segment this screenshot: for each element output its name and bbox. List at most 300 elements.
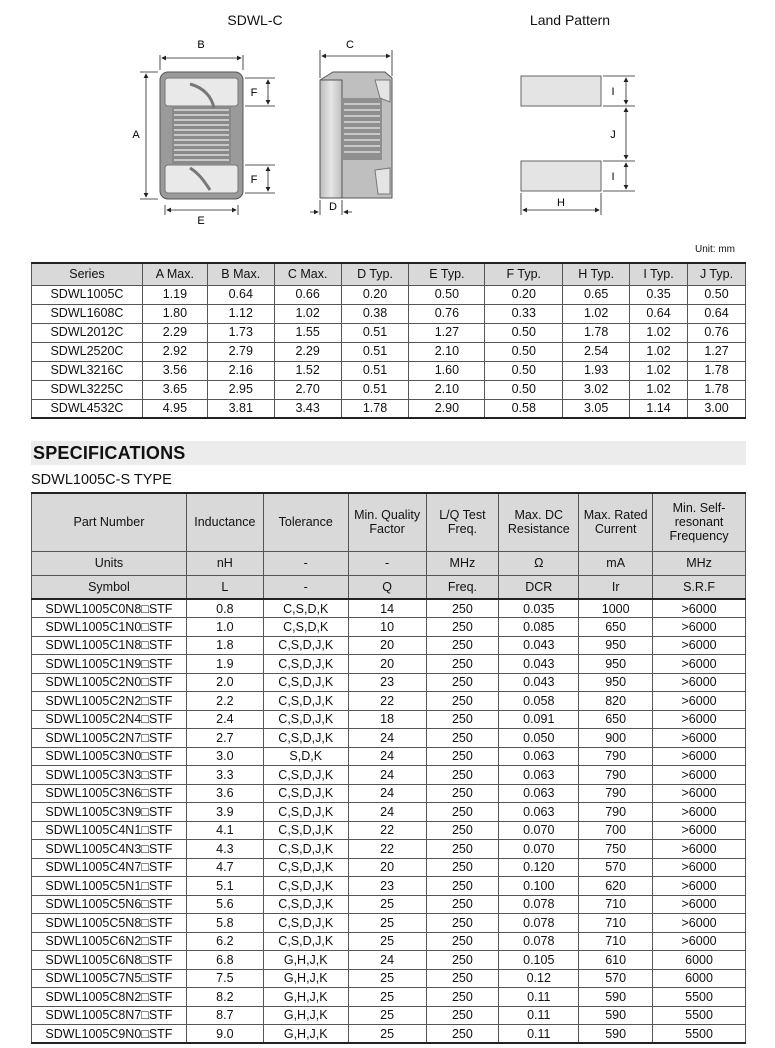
dim-cell-9: 0.76 <box>688 323 746 342</box>
spec-cell-3: 22 <box>348 840 426 859</box>
label-b: B <box>197 39 205 51</box>
dim-cell-0: SDWL1005C <box>32 285 143 304</box>
spec-cell-1: 5.1 <box>186 877 263 896</box>
spec-cell-3: 20 <box>348 636 426 655</box>
dim-cell-0: SDWL4532C <box>32 399 143 418</box>
dim-cell-9: 3.00 <box>688 399 746 418</box>
spec-header-cell-0: Part Number <box>32 493 187 551</box>
spec-unit-cell-4: MHz <box>426 551 499 575</box>
specifications-header-bar <box>31 441 746 465</box>
spec-cell-3: 25 <box>348 988 426 1007</box>
drawings-section <box>0 0 775 240</box>
dim-cell-8: 0.64 <box>630 304 688 323</box>
spec-cell-1: 2.7 <box>186 729 263 748</box>
land-pattern-pads <box>521 76 601 191</box>
spec-cell-3: 25 <box>348 1006 426 1025</box>
spec-cell-0: SDWL1005C9N0□STF <box>32 1025 187 1044</box>
spec-cell-7: >6000 <box>653 729 746 748</box>
table-row <box>32 692 746 711</box>
spec-cell-0: SDWL1005C3N6□STF <box>32 784 187 803</box>
spec-cell-5: 0.043 <box>499 636 579 655</box>
spec-cell-7: 5500 <box>653 988 746 1007</box>
spec-cell-7: >6000 <box>653 618 746 637</box>
spec-unit-cell-7: MHz <box>653 551 746 575</box>
dim-cell-7: 3.05 <box>563 399 630 418</box>
spec-cell-1: 3.6 <box>186 784 263 803</box>
dim-cell-9: 1.78 <box>688 380 746 399</box>
dim-cell-6: 0.50 <box>485 361 563 380</box>
spec-cell-0: SDWL1005C2N0□STF <box>32 673 187 692</box>
spec-cell-4: 250 <box>426 599 499 618</box>
dim-cell-6: 0.50 <box>485 323 563 342</box>
spec-cell-4: 250 <box>426 877 499 896</box>
spec-cell-2: C,S,D,J,K <box>263 655 348 674</box>
spec-cell-6: 790 <box>579 784 653 803</box>
spec-cell-4: 250 <box>426 951 499 970</box>
dim-cell-5: 1.27 <box>409 323 485 342</box>
table-row <box>32 323 746 342</box>
spec-cell-5: 0.043 <box>499 655 579 674</box>
specifications-title: SPECIFICATIONS <box>33 443 186 463</box>
spec-cell-2: C,S,D,J,K <box>263 636 348 655</box>
spec-cell-1: 4.7 <box>186 858 263 877</box>
spec-cell-0: SDWL1005C1N0□STF <box>32 618 187 637</box>
table-row <box>32 803 746 822</box>
spec-cell-7: >6000 <box>653 877 746 896</box>
spec-cell-1: 4.1 <box>186 821 263 840</box>
spec-cell-7: 5500 <box>653 1006 746 1025</box>
dim-cell-8: 1.02 <box>630 361 688 380</box>
spec-cell-3: 23 <box>348 673 426 692</box>
spec-cell-2: C,S,D,J,K <box>263 914 348 933</box>
spec-cell-1: 3.0 <box>186 747 263 766</box>
spec-cell-7: >6000 <box>653 692 746 711</box>
dim-cell-8: 1.02 <box>630 342 688 361</box>
spec-cell-2: C,S,D,J,K <box>263 673 348 692</box>
spec-symbol-row <box>32 575 746 599</box>
dim-cell-7: 0.65 <box>563 285 630 304</box>
dim-header-cell-2: B Max. <box>207 263 274 285</box>
spec-cell-1: 3.3 <box>186 766 263 785</box>
dim-cell-0: SDWL3216C <box>32 361 143 380</box>
spec-cell-7: >6000 <box>653 766 746 785</box>
spec-header-cell-5: Max. DC Resistance <box>499 493 579 551</box>
dim-cell-6: 0.33 <box>485 304 563 323</box>
dim-cell-0: SDWL2520C <box>32 342 143 361</box>
unit-note: Unit: mm <box>695 244 735 255</box>
spec-cell-0: SDWL1005C6N8□STF <box>32 951 187 970</box>
dim-cell-1: 4.95 <box>142 399 207 418</box>
spec-cell-2: C,S,D,J,K <box>263 729 348 748</box>
spec-header-cell-7: Min. Self-resonant Frequency <box>653 493 746 551</box>
spec-unit-cell-6: mA <box>579 551 653 575</box>
table-row <box>32 636 746 655</box>
spec-cell-4: 250 <box>426 803 499 822</box>
spec-cell-2: C,S,D,J,K <box>263 895 348 914</box>
inductor-front-view <box>160 72 243 199</box>
spec-header-cell-4: L/Q Test Freq. <box>426 493 499 551</box>
spec-cell-0: SDWL1005C0N8□STF <box>32 599 187 618</box>
spec-cell-2: C,S,D,J,K <box>263 766 348 785</box>
dim-cell-1: 2.92 <box>142 342 207 361</box>
spec-cell-7: >6000 <box>653 710 746 729</box>
spec-cell-5: 0.12 <box>499 969 579 988</box>
spec-cell-0: SDWL1005C3N3□STF <box>32 766 187 785</box>
dim-cell-5: 2.90 <box>409 399 485 418</box>
spec-symbol-cell-0: Symbol <box>32 575 187 599</box>
spec-cell-0: SDWL1005C6N2□STF <box>32 932 187 951</box>
inductor-side-view <box>320 72 392 198</box>
spec-symbol-cell-4: Freq. <box>426 575 499 599</box>
spec-cell-7: 6000 <box>653 951 746 970</box>
spec-cell-6: 750 <box>579 840 653 859</box>
spec-cell-5: 0.050 <box>499 729 579 748</box>
dim-cell-5: 0.76 <box>409 304 485 323</box>
spec-cell-6: 790 <box>579 747 653 766</box>
dim-cell-5: 2.10 <box>409 342 485 361</box>
spec-cell-6: 790 <box>579 766 653 785</box>
spec-cell-2: C,S,D,J,K <box>263 932 348 951</box>
spec-cell-6: 570 <box>579 969 653 988</box>
spec-cell-2: S,D,K <box>263 747 348 766</box>
spec-cell-3: 14 <box>348 599 426 618</box>
spec-cell-0: SDWL1005C8N7□STF <box>32 1006 187 1025</box>
spec-cell-2: C,S,D,J,K <box>263 877 348 896</box>
table-row <box>32 1025 746 1044</box>
spec-cell-2: C,S,D,J,K <box>263 784 348 803</box>
spec-cell-6: 790 <box>579 803 653 822</box>
spec-cell-7: >6000 <box>653 840 746 859</box>
dim-cell-6: 0.50 <box>485 342 563 361</box>
spec-cell-1: 2.4 <box>186 710 263 729</box>
spec-cell-5: 0.100 <box>499 877 579 896</box>
table-row <box>32 1006 746 1025</box>
dim-cell-1: 3.65 <box>142 380 207 399</box>
label-e: E <box>197 215 205 227</box>
spec-cell-4: 250 <box>426 914 499 933</box>
spec-cell-6: 710 <box>579 932 653 951</box>
label-c: C <box>346 39 354 51</box>
spec-cell-6: 610 <box>579 951 653 970</box>
dim-cell-9: 1.27 <box>688 342 746 361</box>
spec-cell-7: 6000 <box>653 969 746 988</box>
label-a: A <box>132 129 140 141</box>
dim-cell-4: 1.78 <box>341 399 409 418</box>
dim-cell-3: 2.29 <box>274 342 341 361</box>
table-row <box>32 380 746 399</box>
spec-cell-7: >6000 <box>653 599 746 618</box>
spec-cell-0: SDWL1005C2N7□STF <box>32 729 187 748</box>
dim-cell-6: 0.50 <box>485 380 563 399</box>
dim-cell-0: SDWL3225C <box>32 380 143 399</box>
spec-cell-3: 24 <box>348 729 426 748</box>
spec-cell-1: 2.2 <box>186 692 263 711</box>
table-row <box>32 895 746 914</box>
spec-header-cell-2: Tolerance <box>263 493 348 551</box>
table-row <box>32 951 746 970</box>
dim-cell-9: 0.64 <box>688 304 746 323</box>
spec-cell-5: 0.058 <box>499 692 579 711</box>
spec-cell-5: 0.078 <box>499 932 579 951</box>
dim-cell-6: 0.20 <box>485 285 563 304</box>
label-f-bottom: F <box>250 174 258 186</box>
spec-cell-3: 25 <box>348 914 426 933</box>
spec-unit-cell-0: Units <box>32 551 187 575</box>
dim-header-cell-6: F Typ. <box>485 263 563 285</box>
dim-cell-1: 2.29 <box>142 323 207 342</box>
spec-cell-2: G,H,J,K <box>263 1006 348 1025</box>
table-row <box>32 747 746 766</box>
spec-cell-3: 25 <box>348 932 426 951</box>
table-row <box>32 304 746 323</box>
table-row <box>32 599 746 618</box>
spec-cell-0: SDWL1005C3N0□STF <box>32 747 187 766</box>
dim-header-cell-3: C Max. <box>274 263 341 285</box>
spec-cell-3: 25 <box>348 895 426 914</box>
spec-cell-1: 8.7 <box>186 1006 263 1025</box>
spec-cell-2: C,S,D,J,K <box>263 858 348 877</box>
spec-cell-0: SDWL1005C3N9□STF <box>32 803 187 822</box>
spec-cell-6: 1000 <box>579 599 653 618</box>
spec-cell-6: 950 <box>579 636 653 655</box>
spec-cell-1: 6.2 <box>186 932 263 951</box>
spec-cell-5: 0.043 <box>499 673 579 692</box>
spec-cell-5: 0.063 <box>499 784 579 803</box>
dim-cell-5: 2.10 <box>409 380 485 399</box>
dim-cell-2: 1.12 <box>207 304 274 323</box>
spec-cell-1: 0.8 <box>186 599 263 618</box>
spec-cell-4: 250 <box>426 932 499 951</box>
spec-cell-1: 2.0 <box>186 673 263 692</box>
spec-cell-3: 18 <box>348 710 426 729</box>
label-i-bottom: I <box>611 171 615 183</box>
spec-cell-3: 25 <box>348 1025 426 1044</box>
spec-unit-cell-1: nH <box>186 551 263 575</box>
spec-cell-7: >6000 <box>653 914 746 933</box>
spec-cell-2: G,H,J,K <box>263 951 348 970</box>
dim-cell-3: 1.55 <box>274 323 341 342</box>
spec-cell-6: 620 <box>579 877 653 896</box>
spec-cell-4: 250 <box>426 618 499 637</box>
table-row <box>32 729 746 748</box>
label-i-top: I <box>611 86 615 98</box>
spec-cell-6: 950 <box>579 655 653 674</box>
table-row <box>32 673 746 692</box>
table-row <box>32 285 746 304</box>
spec-cell-5: 0.11 <box>499 1025 579 1044</box>
spec-cell-6: 590 <box>579 1006 653 1025</box>
dim-cell-4: 0.38 <box>341 304 409 323</box>
dim-cell-4: 0.20 <box>341 285 409 304</box>
specifications-table <box>31 492 746 1044</box>
spec-cell-0: SDWL1005C1N9□STF <box>32 655 187 674</box>
spec-cell-1: 5.8 <box>186 914 263 933</box>
spec-cell-7: >6000 <box>653 747 746 766</box>
spec-cell-5: 0.035 <box>499 599 579 618</box>
label-f-top: F <box>250 87 258 99</box>
spec-cell-5: 0.105 <box>499 951 579 970</box>
spec-cell-3: 10 <box>348 618 426 637</box>
dim-cell-1: 1.19 <box>142 285 207 304</box>
spec-cell-2: G,H,J,K <box>263 988 348 1007</box>
spec-cell-4: 250 <box>426 1025 499 1044</box>
spec-cell-2: C,S,D,J,K <box>263 840 348 859</box>
table-row <box>32 710 746 729</box>
spec-cell-6: 700 <box>579 821 653 840</box>
spec-cell-0: SDWL1005C4N3□STF <box>32 840 187 859</box>
spec-cell-7: >6000 <box>653 858 746 877</box>
table-row <box>32 655 746 674</box>
spec-cell-1: 1.9 <box>186 655 263 674</box>
dim-cell-5: 1.60 <box>409 361 485 380</box>
dim-cell-2: 2.16 <box>207 361 274 380</box>
dim-cell-2: 2.79 <box>207 342 274 361</box>
spec-cell-6: 820 <box>579 692 653 711</box>
spec-symbol-cell-6: Ir <box>579 575 653 599</box>
spec-cell-6: 710 <box>579 895 653 914</box>
dimension-drawings <box>0 0 775 240</box>
dimensions-table <box>31 262 746 419</box>
spec-cell-4: 250 <box>426 636 499 655</box>
spec-cell-5: 0.070 <box>499 821 579 840</box>
spec-cell-4: 250 <box>426 1006 499 1025</box>
spec-cell-0: SDWL1005C4N1□STF <box>32 821 187 840</box>
table-row <box>32 766 746 785</box>
spec-cell-3: 24 <box>348 784 426 803</box>
spec-unit-cell-5: Ω <box>499 551 579 575</box>
table-row <box>32 821 746 840</box>
spec-cell-2: C,S,D,J,K <box>263 821 348 840</box>
spec-cell-3: 22 <box>348 692 426 711</box>
spec-cell-1: 8.2 <box>186 988 263 1007</box>
spec-cell-2: C,S,D,K <box>263 599 348 618</box>
dim-header-cell-4: D Typ. <box>341 263 409 285</box>
spec-cell-2: G,H,J,K <box>263 1025 348 1044</box>
spec-cell-5: 0.078 <box>499 895 579 914</box>
spec-cell-4: 250 <box>426 969 499 988</box>
table-row <box>32 914 746 933</box>
table-row <box>32 784 746 803</box>
sdwl-c-drawing-title: SDWL-C <box>227 12 283 28</box>
dim-cell-7: 3.02 <box>563 380 630 399</box>
dim-cell-6: 0.58 <box>485 399 563 418</box>
label-d: D <box>329 201 337 213</box>
label-h: H <box>557 197 565 209</box>
spec-cell-5: 0.11 <box>499 1006 579 1025</box>
table-row <box>32 969 746 988</box>
spec-cell-2: C,S,D,J,K <box>263 692 348 711</box>
dim-cell-4: 0.51 <box>341 361 409 380</box>
spec-cell-5: 0.063 <box>499 747 579 766</box>
spec-cell-6: 710 <box>579 914 653 933</box>
table-row <box>32 877 746 896</box>
dimensions-header-row <box>32 263 746 285</box>
dim-header-cell-8: I Typ. <box>630 263 688 285</box>
spec-cell-3: 24 <box>348 747 426 766</box>
spec-cell-3: 20 <box>348 858 426 877</box>
spec-cell-2: C,S,D,K <box>263 618 348 637</box>
spec-cell-1: 4.3 <box>186 840 263 859</box>
spec-cell-1: 6.8 <box>186 951 263 970</box>
spec-cell-4: 250 <box>426 895 499 914</box>
spec-cell-0: SDWL1005C2N4□STF <box>32 710 187 729</box>
dim-cell-9: 1.78 <box>688 361 746 380</box>
dim-cell-4: 0.51 <box>341 323 409 342</box>
spec-cell-6: 950 <box>579 673 653 692</box>
spec-cell-6: 650 <box>579 618 653 637</box>
dim-header-cell-1: A Max. <box>142 263 207 285</box>
spec-cell-4: 250 <box>426 821 499 840</box>
spec-cell-6: 590 <box>579 1025 653 1044</box>
dim-cell-8: 1.02 <box>630 323 688 342</box>
dim-cell-5: 0.50 <box>409 285 485 304</box>
spec-cell-1: 9.0 <box>186 1025 263 1044</box>
spec-cell-0: SDWL1005C5N8□STF <box>32 914 187 933</box>
spec-cell-7: >6000 <box>653 673 746 692</box>
spec-cell-4: 250 <box>426 747 499 766</box>
spec-cell-5: 0.063 <box>499 803 579 822</box>
spec-cell-0: SDWL1005C5N6□STF <box>32 895 187 914</box>
spec-cell-0: SDWL1005C4N7□STF <box>32 858 187 877</box>
dim-cell-3: 2.70 <box>274 380 341 399</box>
spec-header-cell-1: Inductance <box>186 493 263 551</box>
dim-cell-7: 2.54 <box>563 342 630 361</box>
spec-cell-3: 23 <box>348 877 426 896</box>
table-row <box>32 618 746 637</box>
spec-cell-4: 250 <box>426 710 499 729</box>
spec-cell-5: 0.063 <box>499 766 579 785</box>
dim-cell-8: 1.14 <box>630 399 688 418</box>
dim-header-cell-5: E Typ. <box>409 263 485 285</box>
spec-cell-6: 650 <box>579 710 653 729</box>
table-row <box>32 361 746 380</box>
table-row <box>32 988 746 1007</box>
spec-unit-cell-3: - <box>348 551 426 575</box>
dim-cell-3: 3.43 <box>274 399 341 418</box>
spec-cell-7: >6000 <box>653 803 746 822</box>
specifications-subtitle: SDWL1005C-S TYPE <box>31 472 172 488</box>
spec-cell-4: 250 <box>426 766 499 785</box>
spec-cell-5: 0.078 <box>499 914 579 933</box>
spec-cell-1: 1.8 <box>186 636 263 655</box>
spec-cell-5: 0.085 <box>499 618 579 637</box>
table-row <box>32 840 746 859</box>
label-j: J <box>610 129 616 141</box>
dim-cell-1: 3.56 <box>142 361 207 380</box>
spec-cell-4: 250 <box>426 692 499 711</box>
spec-cell-0: SDWL1005C7N5□STF <box>32 969 187 988</box>
spec-cell-3: 25 <box>348 969 426 988</box>
spec-unit-cell-2: - <box>263 551 348 575</box>
spec-cell-7: >6000 <box>653 932 746 951</box>
spec-cell-7: >6000 <box>653 655 746 674</box>
spec-cell-3: 24 <box>348 766 426 785</box>
spec-cell-4: 250 <box>426 988 499 1007</box>
spec-cell-1: 1.0 <box>186 618 263 637</box>
spec-cell-4: 250 <box>426 858 499 877</box>
spec-symbol-cell-5: DCR <box>499 575 579 599</box>
table-row <box>32 342 746 361</box>
dim-cell-2: 0.64 <box>207 285 274 304</box>
dim-header-cell-9: J Typ. <box>688 263 746 285</box>
spec-cell-7: >6000 <box>653 821 746 840</box>
spec-symbol-cell-7: S.R.F <box>653 575 746 599</box>
spec-cell-4: 250 <box>426 729 499 748</box>
spec-symbol-cell-2: - <box>263 575 348 599</box>
spec-cell-2: C,S,D,J,K <box>263 803 348 822</box>
table-row <box>32 858 746 877</box>
spec-cell-6: 900 <box>579 729 653 748</box>
